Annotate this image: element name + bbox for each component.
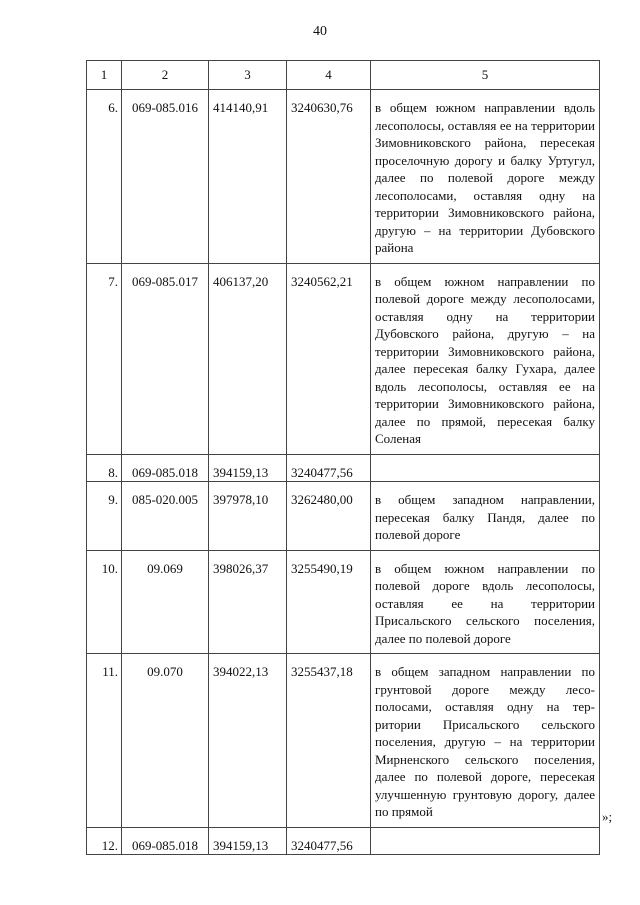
table-row: [87, 482, 600, 551]
table-row: [87, 263, 600, 454]
header-col-3: 3: [209, 61, 287, 90]
route-description: [371, 827, 600, 855]
header-col-1: 1: [87, 61, 122, 90]
row-number: 6.: [87, 90, 122, 264]
y-coordinate: 3240562,21: [287, 263, 371, 454]
route-description: в общем южном направлении по полевой дороге между лесополосами, оставляя одну на территории Дубовского района, другую – на территории Зимовниковского района, далее пересекая балку Гухара, далее вдоль лесополосы, оставляя ее на территории Зимовниковского района, далее по прямой, пересекая балку Соленая: [371, 263, 600, 454]
x-coordinate: 414140,91: [209, 90, 287, 264]
point-code: 069-085.018: [122, 454, 209, 482]
table-row: [87, 90, 600, 264]
x-coordinate: 394159,13: [209, 827, 287, 855]
row-number: 11.: [87, 654, 122, 828]
header-col-2: 2: [122, 61, 209, 90]
x-coordinate: 398026,37: [209, 550, 287, 654]
point-code: 069-085.018: [122, 827, 209, 855]
row-number: 12.: [87, 827, 122, 855]
x-coordinate: 397978,10: [209, 482, 287, 551]
header-col-5: 5: [371, 61, 600, 90]
route-description: в общем южном направлении по полевой дороге вдоль лесополосы, оставляя ее на территории Присальского сельского поселения, далее по полевой дороге: [371, 550, 600, 654]
table-row: [87, 654, 600, 828]
point-code: 09.070: [122, 654, 209, 828]
table-header-row: [87, 61, 600, 90]
point-code: 069-085.017: [122, 263, 209, 454]
row-number: 8.: [87, 454, 122, 482]
row-number: 10.: [87, 550, 122, 654]
x-coordinate: 406137,20: [209, 263, 287, 454]
table-row: [87, 827, 600, 855]
y-coordinate: 3240630,76: [287, 90, 371, 264]
closing-quote-mark: »;: [602, 809, 613, 824]
route-description: в общем западном направлении, пересекая балку Пандя, далее по полевой дороге: [371, 482, 600, 551]
y-coordinate: 3262480,00: [287, 482, 371, 551]
boundary-table: [86, 60, 600, 855]
route-description: в общем западном направлении по грунтовой дороге между лесополосами, оставляя одну на территории Присальского сельского поселения, другую – на территории Мирненского сельского поселения, далее по полевой дороге, пересекая улучшенную грунтовую дорогу, далее по прямой: [371, 654, 600, 828]
row-number: 7.: [87, 263, 122, 454]
header-col-4: 4: [287, 61, 371, 90]
point-code: 09.069: [122, 550, 209, 654]
y-coordinate: 3240477,56: [287, 454, 371, 482]
route-description: в общем южном направлении вдоль лесополосы, оставляя ее на территории Зимовниковского района, пересекая проселочную дорогу и балку Уртугул, далее по полевой дороге между лесополосами, оставляя одну на территории Зимовниковского района, другую – на территории Дубовского района: [371, 90, 600, 264]
route-description: [371, 454, 600, 482]
y-coordinate: 3255490,19: [287, 550, 371, 654]
x-coordinate: 394159,13: [209, 454, 287, 482]
point-code: 085-020.005: [122, 482, 209, 551]
x-coordinate: 394022,13: [209, 654, 287, 828]
y-coordinate: 3240477,56: [287, 827, 371, 855]
point-code: 069-085.016: [122, 90, 209, 264]
page-number: 40: [313, 24, 327, 39]
y-coordinate: 3255437,18: [287, 654, 371, 828]
table-row: [87, 454, 600, 482]
row-number: 9.: [87, 482, 122, 551]
table-row: [87, 550, 600, 654]
